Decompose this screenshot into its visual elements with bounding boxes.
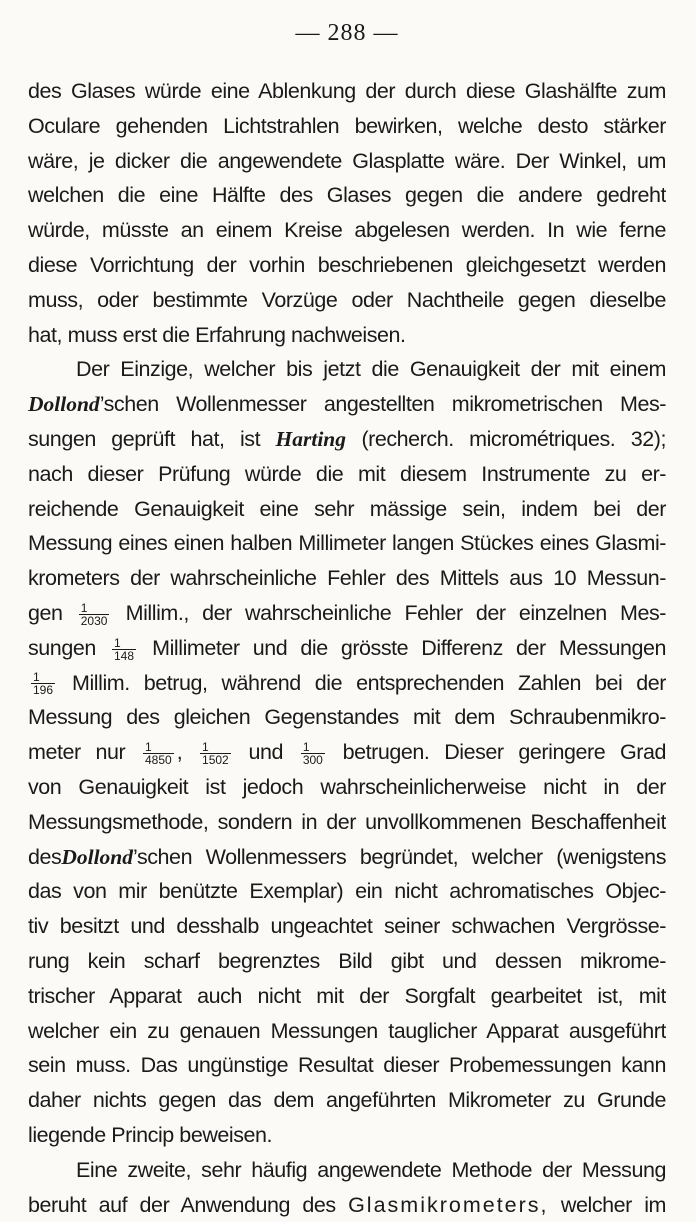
- text-segment: (recherch. micrométriques. 32);: [361, 427, 666, 451]
- text-line: liegende Princip beweisen.: [28, 1118, 666, 1153]
- text-line: diese Vorrichtung der vorhin beschriebenen gleichgesetzt werden: [28, 248, 666, 283]
- text-line: [28, 422, 666, 457]
- text-line: sein muss. Das ungünstige Resultat dieser Probemessungen kann: [28, 1048, 666, 1083]
- text-line: Oculare gehenden Lichtstrahlen bewirken, welche desto stärker: [28, 109, 666, 144]
- fraction-denominator: 148: [112, 650, 136, 662]
- text-line: [28, 1188, 666, 1222]
- fraction-denominator: 4850: [143, 754, 174, 766]
- text-line: welchen die eine Hälfte des Glases gegen die andere gedreht: [28, 178, 666, 213]
- fraction-numerator: 1: [112, 637, 136, 650]
- text-segment: sungen geprüft hat, ist: [28, 427, 260, 451]
- text-line: welcher ein zu genauen Messungen tauglicher Apparat ausgeführt: [28, 1014, 666, 1049]
- emphasized-term: Glasmikrometers,: [348, 1193, 548, 1217]
- text-segment: und: [249, 740, 284, 764]
- body-text: [28, 74, 666, 1222]
- author-name: Dollond: [28, 392, 100, 416]
- text-line: daher nichts gegen das dem angeführten Mikrometer zu Grunde: [28, 1083, 666, 1118]
- text-line: nach dieser Prüfung würde die mit diesem Instrumente zu er-: [28, 457, 666, 492]
- paragraph-1: [28, 74, 666, 352]
- text-line: Messung eines einen halben Millimeter langen Stückes eines Glasmi-: [28, 526, 666, 561]
- text-line: tiv besitzt und desshalb ungeachtet seiner schwachen Vergrösse-: [28, 909, 666, 944]
- text-line: rung kein scharf begrenztes Bild gibt und dessen mikrome-: [28, 944, 666, 979]
- fraction-denominator: 2030: [79, 615, 110, 627]
- text-segment: betrugen. Dieser geringere Grad: [343, 740, 666, 764]
- text-line: des Glases würde eine Ablenkung der durch diese Glashälfte zum: [28, 74, 666, 109]
- fraction: [200, 741, 231, 766]
- text-segment: welcher im: [561, 1193, 666, 1217]
- text-segment: Millim., der wahrscheinliche Fehler der einzelnen Mes-: [126, 601, 666, 625]
- page-number: — 288 —: [28, 18, 666, 48]
- text-line: [28, 596, 666, 631]
- text-segment: ’schen Wollenmessers begründet, welcher (wenigstens: [133, 845, 666, 869]
- text-segment: Millimeter und die grösste Differenz der Messungen: [152, 636, 666, 660]
- text-segment: Millim. betrug, während die entsprechenden Zahlen bei der: [72, 671, 666, 695]
- text-line: Eine zweite, sehr häufig angewendete Methode der Messung: [28, 1153, 666, 1188]
- fraction-denominator: 1502: [200, 754, 231, 766]
- text-segment: des: [28, 845, 61, 869]
- text-segment: sungen: [28, 636, 96, 660]
- text-line: [28, 735, 666, 770]
- text-segment: ,: [177, 740, 183, 764]
- fraction: [31, 671, 55, 696]
- text-line: trischer Apparat auch nicht mit der Sorgfalt gearbeitet ist, mit: [28, 979, 666, 1014]
- fraction-numerator: 1: [200, 741, 231, 754]
- author-name: Dollond: [61, 845, 133, 869]
- text-line: reichende Genauigkeit eine sehr mässige sein, indem bei der: [28, 492, 666, 527]
- paragraph-2: [28, 352, 666, 1152]
- fraction-numerator: 1: [31, 671, 55, 684]
- fraction-numerator: 1: [301, 741, 325, 754]
- fraction-denominator: 196: [31, 684, 55, 696]
- author-name: Harting: [276, 427, 347, 451]
- text-line: wäre, je dicker die angewendete Glasplatte wäre. Der Winkel, um: [28, 144, 666, 179]
- fraction: [301, 741, 325, 766]
- text-segment: meter nur: [28, 740, 125, 764]
- paragraph-3: [28, 1153, 666, 1222]
- fraction: [143, 741, 174, 766]
- text-segment: ’schen Wollenmesser angestellten mikrometrischen Mes-: [100, 392, 666, 416]
- text-line: krometers der wahrscheinliche Fehler des Mittels aus 10 Messun-: [28, 561, 666, 596]
- fraction-numerator: 1: [79, 602, 110, 615]
- fraction-denominator: 300: [301, 754, 325, 766]
- text-line: Messung des gleichen Gegenstandes mit dem Schraubenmikro-: [28, 700, 666, 735]
- text-line: Messungsmethode, sondern in der unvollkommenen Beschaffenheit: [28, 805, 666, 840]
- text-line: von Genauigkeit ist jedoch wahrscheinlicherweise nicht in der: [28, 770, 666, 805]
- text-line: [28, 840, 666, 875]
- text-line: [28, 387, 666, 422]
- text-line: das von mir benützte Exemplar) ein nicht achromatisches Objec-: [28, 874, 666, 909]
- text-line: hat, muss erst die Erfahrung nachweisen.: [28, 318, 666, 353]
- text-line: würde, müsste an einem Kreise abgelesen werden. In wie ferne: [28, 213, 666, 248]
- text-line: Der Einzige, welcher bis jetzt die Genauigkeit der mit einem: [28, 352, 666, 387]
- text-segment: beruht auf der Anwendung des: [28, 1193, 336, 1217]
- fraction: [112, 637, 136, 662]
- text-line: muss, oder bestimmte Vorzüge oder Nachtheile gegen dieselbe: [28, 283, 666, 318]
- fraction: [79, 602, 110, 627]
- text-line: [28, 631, 666, 666]
- fraction-numerator: 1: [143, 741, 174, 754]
- text-segment: gen: [28, 601, 63, 625]
- text-line: [28, 666, 666, 701]
